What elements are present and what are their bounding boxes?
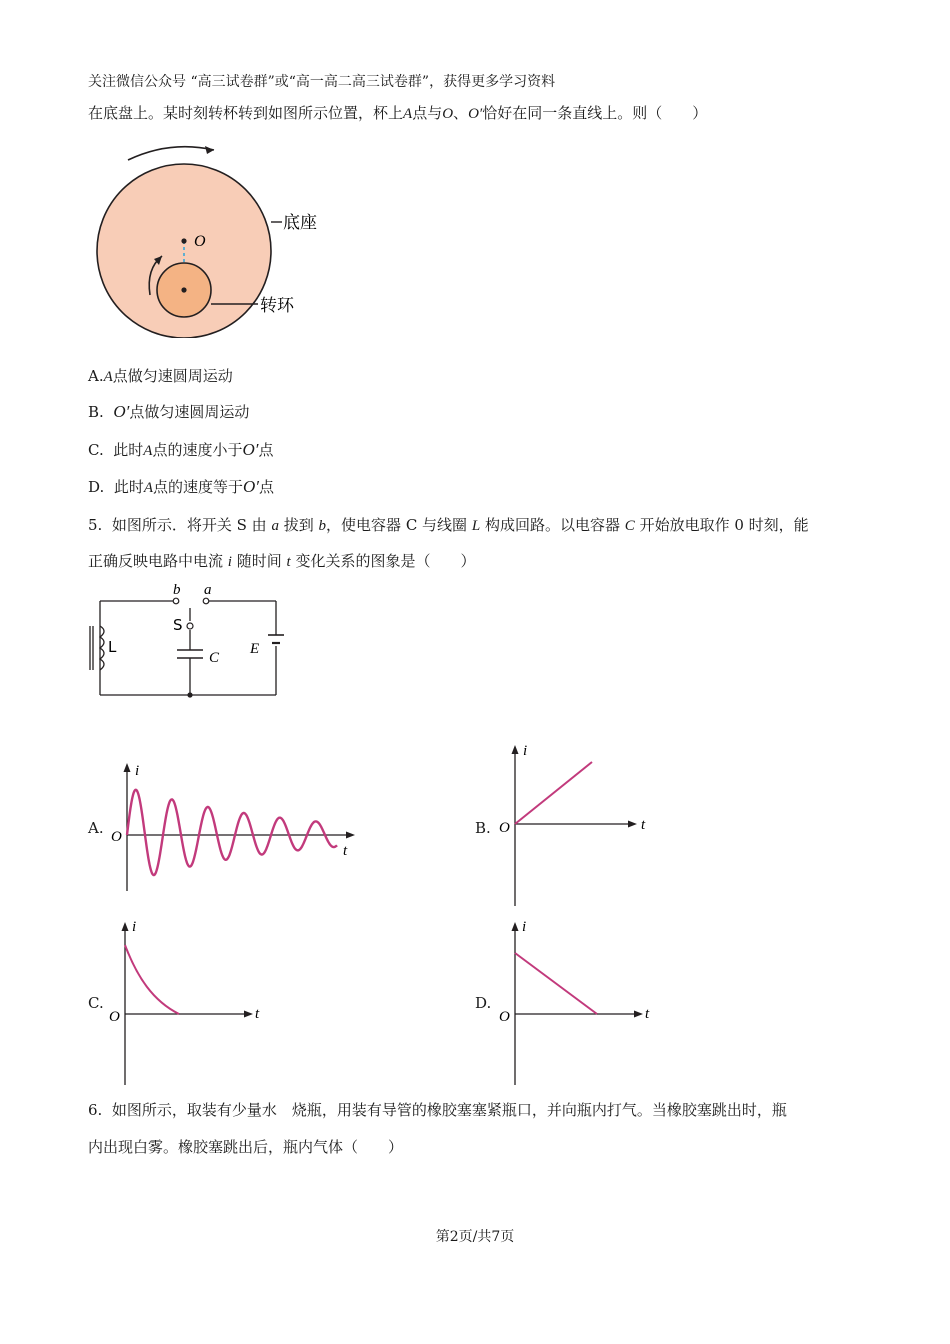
label-O: O [194,233,206,250]
q5-option-a-label: A. [88,819,104,837]
option-mid: 点的速度等于 [153,478,244,496]
page-footer: 第2页/共7页 [435,1229,515,1245]
option-var: A [143,480,153,496]
q5-graph-a [105,755,365,895]
graph-c-y-label: i [132,919,137,935]
point-O [181,238,186,243]
option-letter: A. [88,367,104,385]
graph-b-line [515,762,592,824]
q4-stem-part3: 恰好在同一条直线上。则（ ） [482,104,708,122]
q5-text: 正确反映电路中电流 [88,552,224,570]
q5-text: 拔到 [283,516,314,534]
option-pre: 此时 [113,441,144,459]
q4-stem-part2: 点与 [412,104,443,122]
circuit-label-b: b [173,582,181,598]
circuit-label-a: a [204,582,212,598]
q6-number: 6. [88,1101,103,1119]
q4-var-A: A [403,106,413,122]
graph-b-y-label: i [523,743,528,759]
q5-graph-c [105,915,270,1087]
graph-d-y-label: i [522,919,527,935]
option-var: A [143,443,153,459]
q5-text: 如图所示．将开关 S 由 [111,516,267,534]
base-rotation-arrowhead [205,146,214,154]
switch-pivot [187,623,193,629]
q5-text: 随时间 [236,552,282,570]
option-var2: O′ [242,440,259,459]
option-pre: 此时 [113,478,144,496]
option-letter: B. [88,403,104,421]
graph-b-origin-label: O [499,820,510,836]
header-notice: 关注微信公众号 “高三试卷群”或“高一高二高三试卷群”，获得更多学习资料 [88,74,556,90]
graph-d-line [515,953,597,1014]
graph-a-x-arrowhead [346,832,355,839]
option-text: 点做匀速圆周运动 [129,403,250,421]
q4-option-c [88,439,273,460]
q4-sep: 、 [453,104,469,122]
option-letter: D. [88,478,105,496]
q4-option-b [88,401,249,422]
q4-stem [88,102,707,123]
circuit-label-S: S [173,616,183,634]
q4-var-O: O [442,106,454,122]
circuit-label-E: E [250,641,260,657]
q5-graph-d [495,915,660,1087]
graph-a-y-arrowhead [124,763,131,772]
label-base: 底座 [283,213,317,233]
graph-d-origin-label: O [499,1009,510,1025]
graph-c-x-arrowhead [244,1011,253,1018]
option-var: O′ [113,402,130,421]
graph-b-x-arrowhead [628,821,637,828]
q5-var-L: L [471,518,481,534]
graph-a-y-label: i [135,763,140,779]
q6-text: 如图所示，取装有少量水 烧瓶，用装有导管的橡胶塞塞紧瓶口，并向瓶内打气。当橡胶塞跳出时，瓶 [111,1101,787,1119]
option-mid: 点的速度小于 [152,441,243,459]
q4-option-d [88,476,274,497]
q5-lc-circuit [80,578,290,703]
q4-var-Oprime: O′ [468,106,483,122]
q5-text: 变化关系的图象是（ ） [295,552,476,570]
graph-a-damped-curve [127,790,337,875]
graph-c-x-label: t [255,1006,260,1022]
q5-stem-line2 [88,550,476,571]
q5-option-b-label: B. [475,819,491,837]
q5-stem-line1 [88,514,809,535]
graph-a-x-label: t [343,843,348,859]
circuit-label-C: C [209,650,220,666]
junction-node [187,692,192,697]
q4-rotating-cup-figure [88,138,348,338]
contact-a [203,598,209,604]
contact-b [173,598,179,604]
graph-b-x-label: t [641,817,646,833]
option-var2: O′ [243,477,260,496]
graph-c-y-arrowhead [122,922,129,931]
q5-text: ，使电容器 C 与线圈 [326,516,468,534]
option-text: 点 [259,478,275,496]
circuit-label-L: L [108,638,117,656]
q4-stem-part1: 在底盘上。某时刻转杯转到如图所示位置，杯上 [88,104,404,122]
q6-stem-line2: 内出现白雾。橡胶塞跳出后，瓶内气体（ ） [88,1138,404,1156]
option-letter: C. [88,441,104,459]
graph-d-x-arrowhead [634,1011,643,1018]
option-text: 点做匀速圆周运动 [112,367,233,385]
graph-a-origin-label: O [111,829,122,845]
q5-var-C: C [624,518,635,534]
graph-c-decay-curve [125,945,179,1014]
q5-number: 5. [88,516,103,534]
point-Oprime [181,287,186,292]
q6-stem-line1 [88,1099,787,1120]
graph-b-y-arrowhead [512,745,519,754]
q5-var-b: b [318,518,327,534]
q5-graph-b [495,740,655,910]
base-rotation-arrow [128,147,214,160]
graph-d-x-label: t [645,1006,650,1022]
q5-option-d-label: D. [475,994,492,1012]
q4-option-a [88,365,233,386]
q5-var-i: i [227,554,232,570]
graph-c-origin-label: O [109,1009,120,1025]
graph-d-y-arrowhead [512,922,519,931]
q5-var-a: a [271,518,279,534]
q5-text: 开始放电取作 0 时刻，能 [639,516,809,534]
option-var: A [103,369,113,385]
label-ring: 转环 [260,296,294,316]
q5-text: 构成回路。以电容器 [484,516,620,534]
option-text: 点 [258,441,274,459]
q5-option-c-label: C. [88,994,104,1012]
q5-var-t: t [286,554,291,570]
